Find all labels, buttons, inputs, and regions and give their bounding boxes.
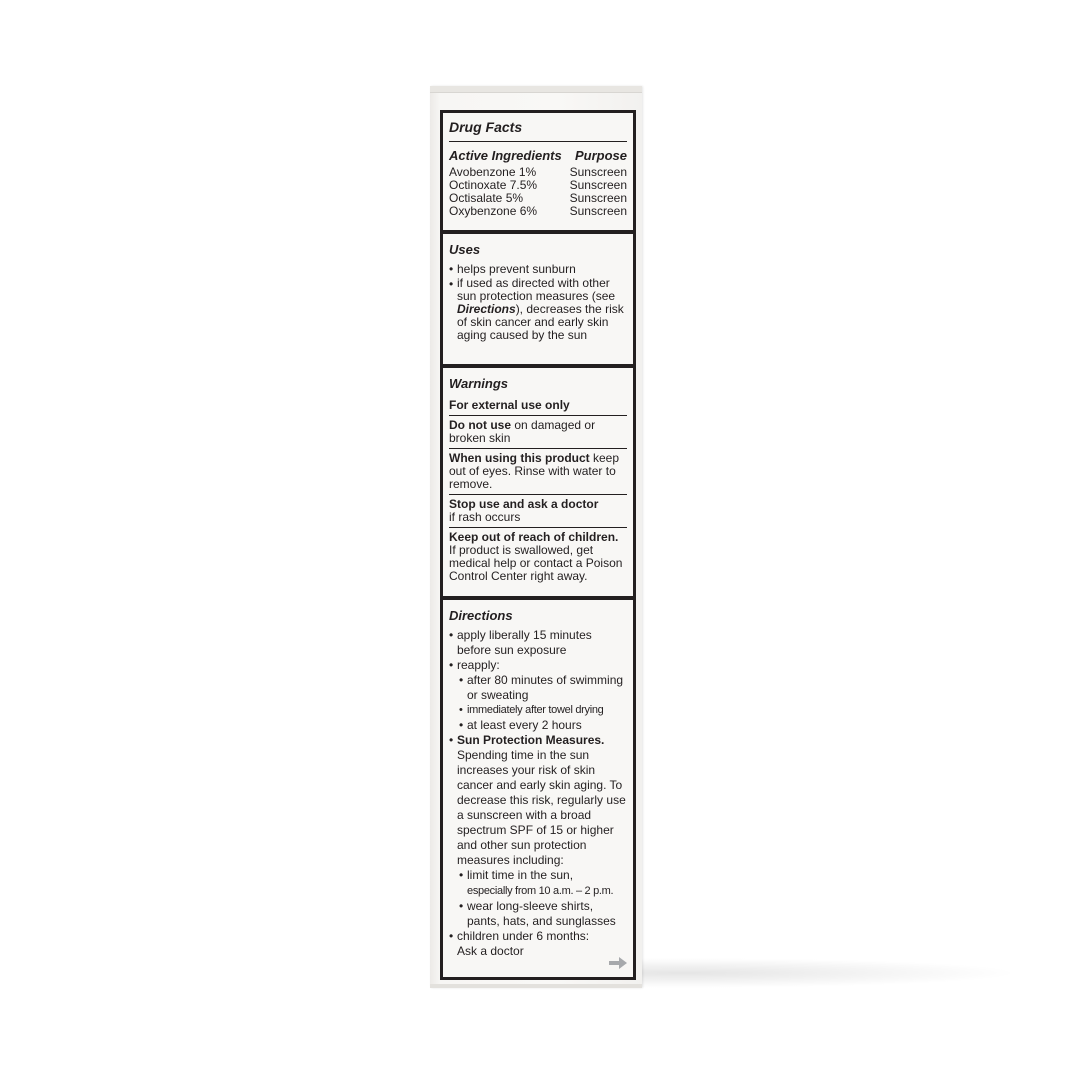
warning-bold: When using this product [449,451,590,465]
bullet-glyph: • [459,718,464,732]
purpose-header: Purpose [574,148,627,163]
active-ingredients-header: Active Ingredients [449,148,562,163]
directions-item [449,733,627,868]
directions-text: wear long-sleeve shirts, pants, hats, and sunglasses [467,899,616,928]
bullet-glyph: • [459,704,463,716]
bullet-glyph: • [459,868,464,882]
bullet-glyph: • [459,899,464,913]
directions-subitem [449,703,627,718]
drug-facts-title: Drug Facts [449,117,627,142]
bullet-glyph: • [459,673,464,687]
ingredient-purpose: Sunscreen [569,191,627,205]
warnings-section [443,368,633,600]
directions-subitem [449,718,627,733]
warning-bold: Keep out of reach of children. [449,530,619,544]
uses-text-part: ), decreases the risk of skin cancer and early skin aging caused by the sun [457,302,624,342]
directions-text: reapply: [457,658,500,672]
directions-item [449,628,627,658]
bullet-glyph: • [449,628,454,642]
directions-section [443,600,633,963]
directions-text: immediately after towel drying [467,704,604,716]
warning-external-text: For external use only [449,398,570,412]
product-box [430,86,642,988]
warning-text: If product is swallowed, get medical help or contact a Poison Control Center right away. [449,543,623,583]
drug-facts-panel [440,110,636,980]
directions-text: children under 6 months: Ask a doctor [457,929,590,958]
warning-do-not-use [449,416,627,449]
warning-stop-use [449,495,627,528]
sun-protection-text: Spending time in the sun increases your risk of skin cancer and early skin aging. To decrease this risk, regularly use a sunscreen with a broad spectrum SPF of 15 or higher and other sun protection measures including: [457,748,626,867]
warning-text: on damaged or broken skin [449,418,596,445]
directions-item [449,658,627,673]
ingredient-name: Octisalate 5% [449,191,524,205]
bullet-glyph: • [449,277,454,291]
directions-item [449,929,627,959]
uses-text: helps prevent sunburn [457,262,576,276]
directions-text [457,733,627,868]
warning-text: if rash occurs [449,510,521,524]
warning-bold: Do not use [449,418,511,432]
ingredient-row [449,205,627,218]
ingredients-list [449,166,627,218]
directions-subitem [449,868,627,899]
bullet-glyph: • [449,929,454,943]
directions-text: at least every 2 hours [467,718,582,732]
directions-text-part: especially from 10 a.m. – 2 p.m. [467,885,614,897]
uses-item [449,277,627,342]
directions-title: Directions [449,608,513,623]
drug-facts-section [443,113,633,234]
sun-protection-heading: Sun Protection Measures. [457,733,605,747]
uses-text [457,277,627,342]
box-top-flap [430,86,642,93]
right-arrow-icon [609,957,627,969]
directions-subitem [449,673,627,703]
box-bottom-edge [430,984,642,988]
uses-text-part: if used as directed with other sun protection measures (see [457,276,616,303]
ingredient-purpose: Sunscreen [569,204,627,218]
directions-text: apply liberally 15 minutes before sun exposure [457,628,592,657]
warning-bold: Stop use and ask a doctor [449,497,599,511]
directions-text [467,868,613,899]
ingredient-name: Avobenzone 1% [449,165,537,179]
ingredient-name: Octinoxate 7.5% [449,178,538,192]
bullet-glyph: • [449,658,454,672]
uses-title: Uses [449,242,481,257]
uses-item [449,262,627,277]
ingredients-header [449,148,627,164]
ingredient-purpose: Sunscreen [569,165,627,179]
ingredient-name: Oxybenzone 6% [449,204,538,218]
warning-when-using [449,449,627,495]
warning-text: keep out of eyes. Rinse with water to remove. [449,451,620,491]
directions-ref: Directions [457,302,516,316]
bullet-glyph: • [449,262,454,276]
uses-section [443,234,633,368]
directions-text-part: limit time in the sun, [467,868,574,882]
warning-keep-out [449,528,627,586]
ingredient-purpose: Sunscreen [569,178,627,192]
directions-subitem [449,899,627,929]
directions-text: after 80 minutes of swimming or sweating [467,673,624,702]
box-shadow [600,958,1020,988]
warnings-title: Warnings [449,376,508,391]
warning-external [449,396,627,416]
bullet-glyph: • [449,733,454,747]
